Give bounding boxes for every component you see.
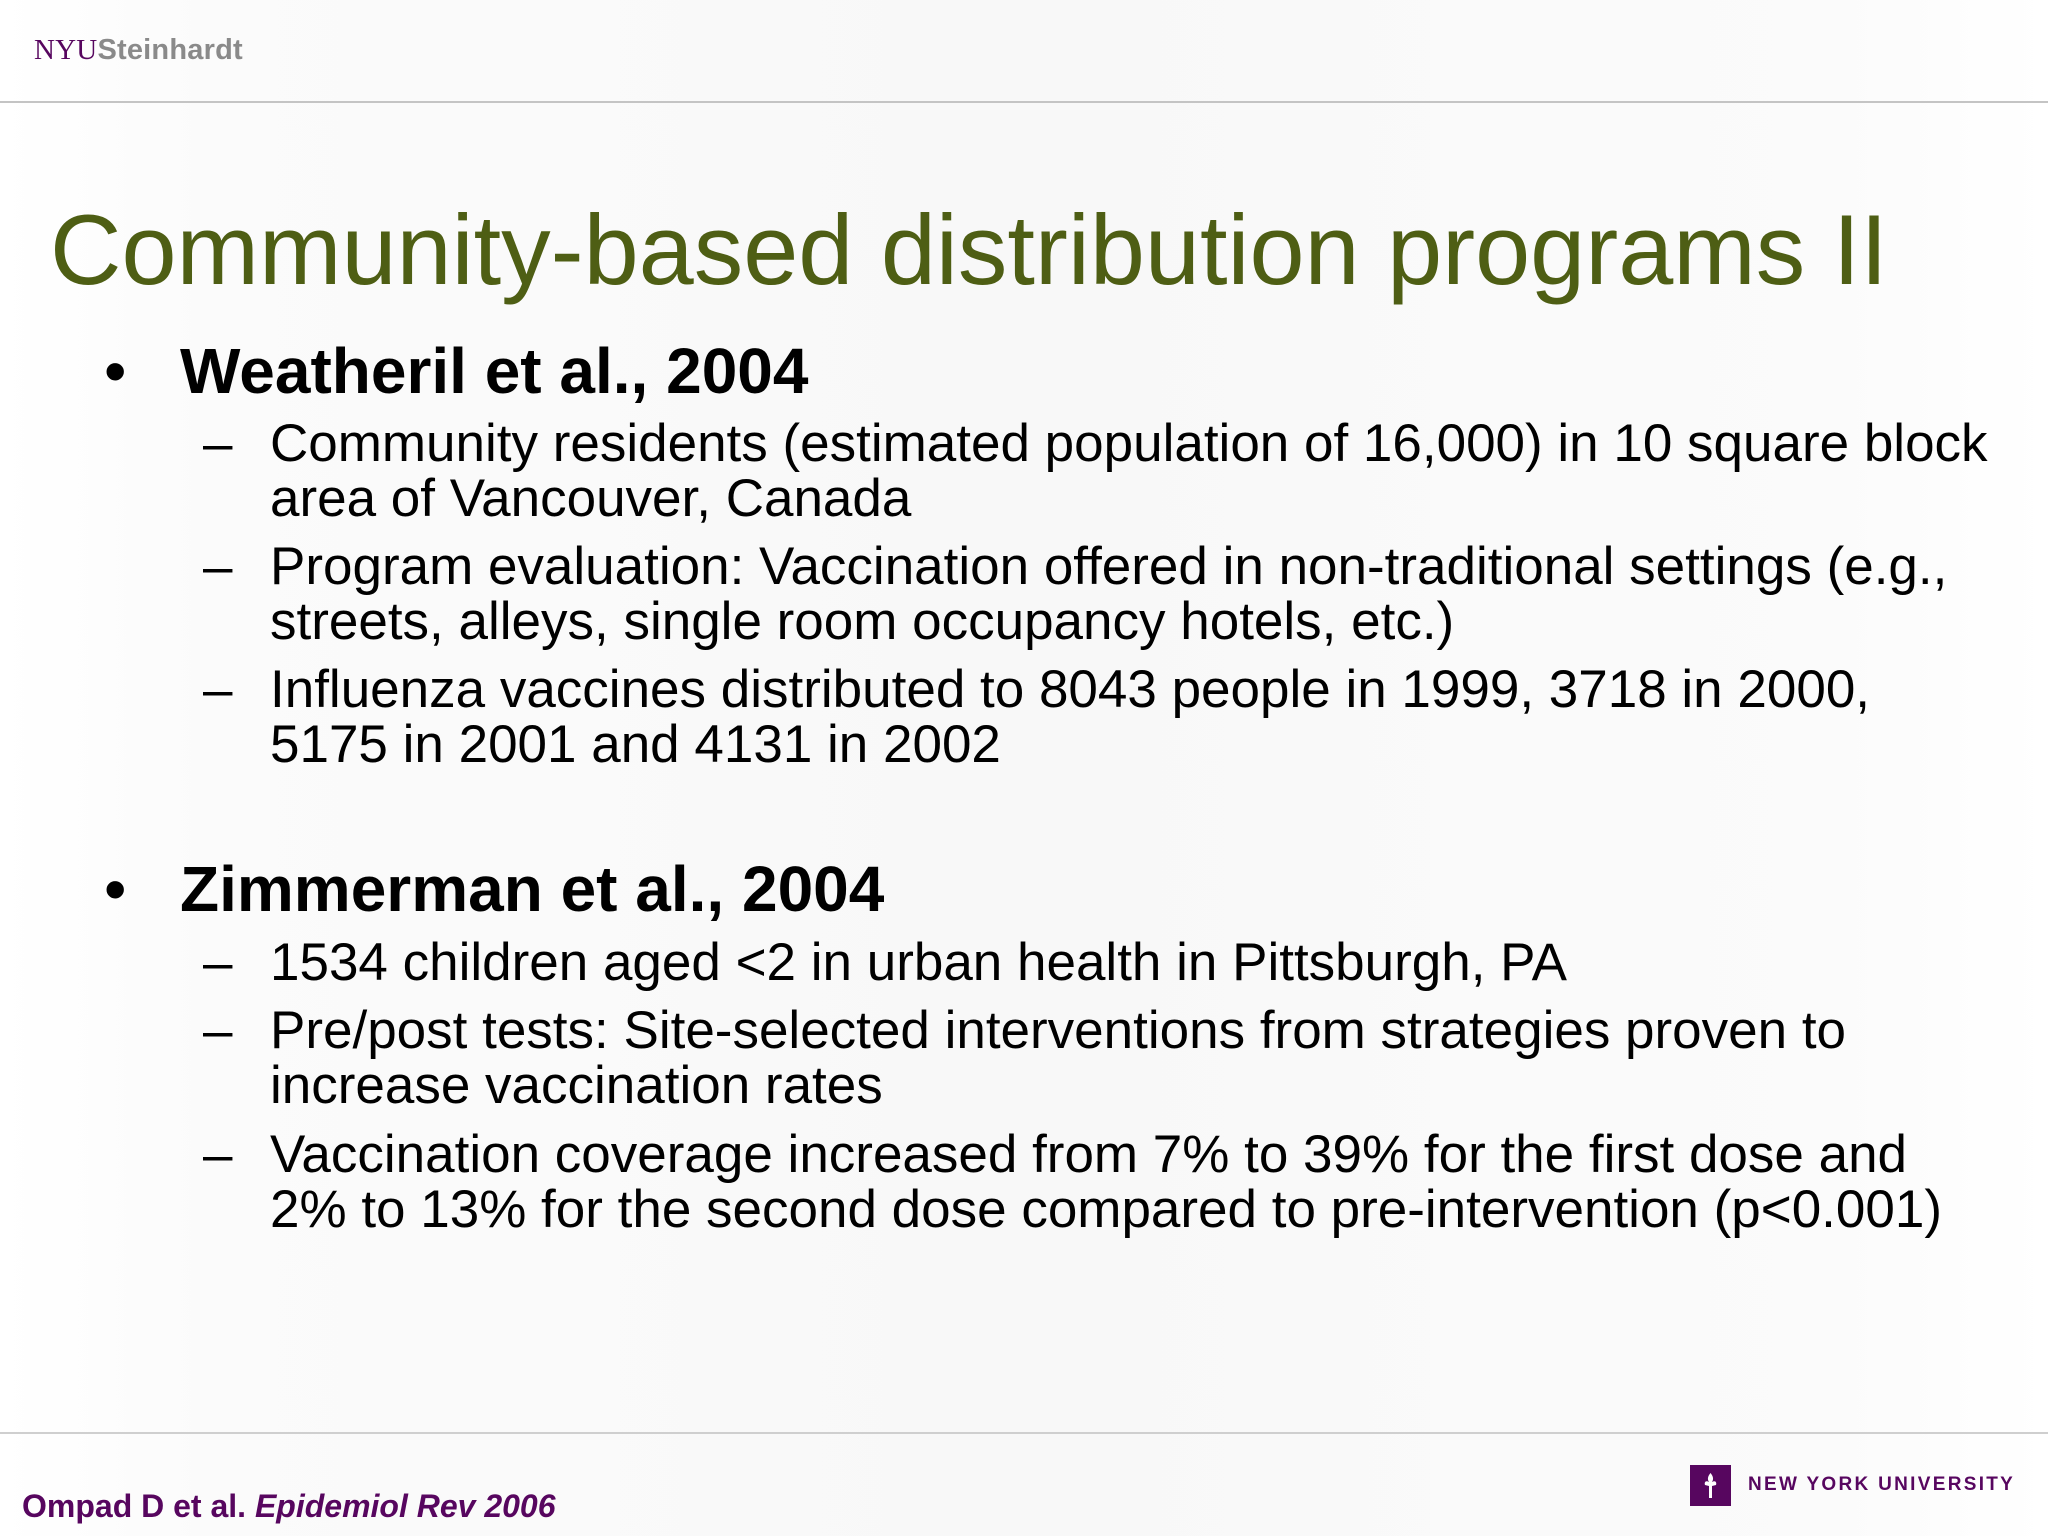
bullet-label: Weatheril et al., 2004 [180,335,809,407]
citation-journal: Epidemiol Rev 2006 [254,1488,556,1524]
nyu-steinhardt-logo [34,34,243,67]
subitem-text: Community residents (estimated population of 16,000) in 10 square block area of Vancouver, Canada [270,414,1988,528]
logo-school-text: Steinhardt [97,34,243,66]
nyu-torch-icon [1690,1465,1731,1506]
logo-nyu-text: NYU [34,34,98,66]
bullet-marker: • [104,853,127,925]
bullet-marker: • [104,335,127,407]
subitem-text: Influenza vaccines distributed to 8043 people in 1999, 3718 in 2000, 5175 in 2001 and 4131 in 2002 [270,660,1871,774]
citation-authors: Ompad D et al. [22,1488,247,1524]
subitem-text: 1534 children aged <2 in urban health in Pittsburgh, PA [270,933,1567,992]
header-divider [0,101,2048,103]
subitem-marker: – [203,1125,233,1184]
subitem-text: Pre/post tests: Site-selected interventions from strategies proven to increase vaccination rates [270,1001,1847,1115]
subitem-marker: – [203,660,233,719]
subitem-marker: – [203,537,233,596]
slide-title: Community-based distribution programs II [50,194,1888,305]
nyu-wordmark: NEW YORK UNIVERSITY [1748,1474,2016,1495]
subitem-marker: – [203,1001,233,1060]
subitem-text: Program evaluation: Vaccination offered in non-traditional settings (e.g., streets, alleys, single room occupancy hotels, etc.) [270,537,1948,651]
footer-citation [22,1488,556,1525]
footer-divider [0,1432,2048,1434]
bullet-label: Zimmerman et al., 2004 [180,853,885,925]
subitem-marker: – [203,933,233,992]
subitem-text: Vaccination coverage increased from 7% to 39% for the first dose and 2% to 13% for the second dose compared to pre-intervention (p<0.001) [270,1125,1942,1239]
subitem-marker: – [203,414,233,473]
